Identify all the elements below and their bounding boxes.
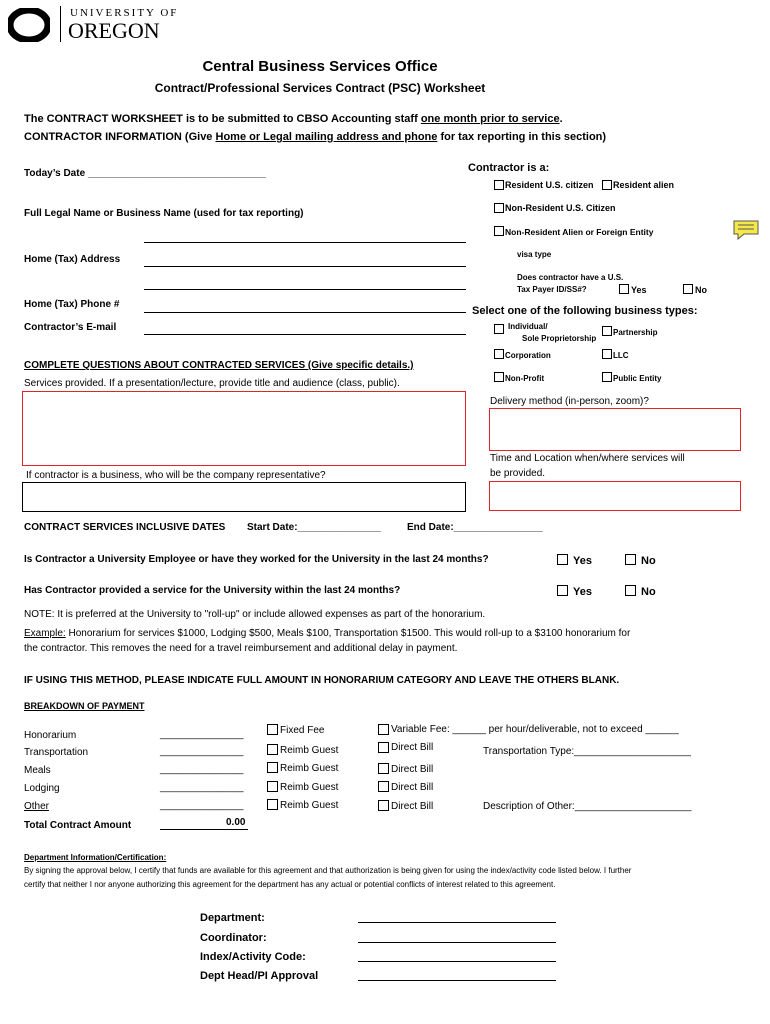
partnership-checkbox[interactable]	[602, 326, 612, 336]
resident-alien-label: Resident alien	[613, 180, 675, 190]
index-activity-line[interactable]	[358, 961, 556, 962]
end-date-field[interactable]: End Date:________________	[407, 522, 543, 533]
total-amount-line	[160, 829, 248, 830]
certification-text-1: By signing the approval below, I certify that funds are available for this agreement and that authorization is being given for using the index/activity code listed below. I further	[24, 866, 632, 875]
oregon-o-logo	[8, 8, 50, 42]
resident-us-label: Resident U.S. citizen	[505, 180, 594, 190]
employee-no-label: No	[641, 555, 656, 567]
delivery-method-label: Delivery method (in-person, zoom)?	[490, 396, 649, 407]
payment-heading: BREAKDOWN OF PAYMENT	[24, 701, 145, 711]
transportation-type-field[interactable]: Transportation Type:_____________________	[483, 746, 691, 757]
time-location-label-1: Time and Location when/where services will	[490, 453, 685, 464]
email-label: Contractor’s E-mail	[24, 322, 117, 333]
page-title: Central Business Services Office	[202, 58, 438, 75]
tax-id-no-label: No	[695, 285, 707, 295]
prior-service-no-checkbox[interactable]	[625, 585, 636, 596]
home-address-line-2[interactable]	[144, 289, 466, 290]
nonprofit-checkbox[interactable]	[494, 372, 504, 382]
transportation-direct-label: Direct Bill	[391, 742, 434, 753]
todays-date-field[interactable]: Today’s Date ________________________________	[24, 168, 266, 179]
nonresident-alien-label: Non-Resident Alien or Foreign Entity	[505, 227, 654, 237]
other-amount[interactable]: _______________	[160, 800, 244, 811]
dept-head-approval-label: Dept Head/PI Approval	[200, 970, 319, 982]
corporation-checkbox[interactable]	[494, 349, 504, 359]
tax-id-question-1: Does contractor have a U.S.	[517, 273, 624, 282]
tax-id-yes-label: Yes	[631, 285, 647, 295]
department-label: Department:	[200, 912, 265, 924]
home-phone-label: Home (Tax) Phone #	[24, 299, 120, 310]
llc-checkbox[interactable]	[602, 349, 612, 359]
total-amount-value[interactable]: 0.00	[226, 817, 246, 828]
meals-reimb-checkbox[interactable]	[267, 762, 278, 773]
example-line-2: the contractor. This removes the need for a travel reimbursement and additional delay in payment.	[24, 643, 458, 654]
meals-amount[interactable]: _______________	[160, 764, 244, 775]
fixed-fee-checkbox[interactable]	[267, 724, 278, 735]
partnership-label: Partnership	[613, 328, 658, 337]
llc-label: LLC	[613, 351, 629, 360]
transportation-amount[interactable]: _______________	[160, 746, 244, 757]
resident-us-checkbox[interactable]	[494, 180, 504, 190]
nonresident-alien-checkbox[interactable]	[494, 226, 504, 236]
resident-alien-checkbox[interactable]	[602, 180, 612, 190]
prior-service-no-label: No	[641, 586, 656, 598]
other-description-field[interactable]: Description of Other:_____________________	[483, 801, 692, 812]
nonresident-us-label: Non-Resident U.S. Citizen	[505, 203, 616, 213]
nonprofit-label: Non-Profit	[505, 374, 545, 383]
honorarium-label: Honorarium	[24, 730, 77, 741]
lodging-reimb-checkbox[interactable]	[267, 781, 278, 792]
email-line[interactable]	[144, 334, 466, 335]
department-line[interactable]	[358, 922, 556, 923]
logo-university-of: UNIVERSITY OF	[70, 7, 179, 19]
other-direct-checkbox[interactable]	[378, 800, 389, 811]
index-activity-label: Index/Activity Code:	[200, 951, 306, 963]
coordinator-label: Coordinator:	[200, 932, 267, 944]
time-location-label-2: be provided.	[490, 468, 546, 479]
full-name-label: Full Legal Name or Business Name (used for tax reporting)	[24, 208, 304, 219]
transportation-reimb-checkbox[interactable]	[267, 744, 278, 755]
page-subtitle: Contract/Professional Services Contract (PSC) Worksheet	[154, 81, 486, 95]
other-label: Other	[24, 801, 50, 812]
prior-service-question: Has Contractor provided a service for the University within the last 24 months?	[24, 585, 401, 596]
meals-direct-label: Direct Bill	[391, 764, 434, 775]
services-provided-label: Services provided. If a presentation/lecture, provide title and audience (class, public).	[24, 378, 400, 389]
intro-line2: CONTRACTOR INFORMATION (Give Home or Legal mailing address and phone for tax reporting in this section)	[24, 131, 607, 143]
visa-type-label: visa type	[517, 250, 552, 259]
home-address-line-1[interactable]	[144, 266, 466, 267]
certification-text-2: certify that neither I nor anyone authorizing this agreement for the department has any actual or potential conflicts of interest related to this agreement.	[24, 880, 556, 889]
meals-direct-checkbox[interactable]	[378, 763, 389, 774]
honorarium-amount[interactable]: _______________	[160, 729, 244, 740]
example-line-1: Example: Honorarium for services $1000, Lodging $500, Meals $100, Transportation $1500. This would roll-up to a $3100 honorarium for	[24, 628, 631, 639]
meals-reimb-label: Reimb Guest	[280, 763, 339, 774]
lodging-direct-label: Direct Bill	[391, 782, 434, 793]
tax-id-question-2: Tax Payer ID/SS#?	[517, 285, 587, 294]
transportation-reimb-label: Reimb Guest	[280, 745, 339, 756]
rollup-note: NOTE: It is preferred at the University to "roll-up" or include allowed expenses as part of the honorarium.	[24, 609, 486, 620]
method-instruction: IF USING THIS METHOD, PLEASE INDICATE FULL AMOUNT IN HONORARIUM CATEGORY AND LEAVE THE OTHERS BLANK.	[24, 675, 620, 686]
variable-fee-checkbox[interactable]	[378, 724, 389, 735]
employee-no-checkbox[interactable]	[625, 554, 636, 565]
tax-id-no-checkbox[interactable]	[683, 284, 693, 294]
home-phone-line[interactable]	[144, 312, 466, 313]
certification-heading: Department Information/Certification:	[24, 853, 167, 862]
contractor-is-heading: Contractor is a:	[468, 162, 550, 174]
employee-question: Is Contractor a University Employee or have they worked for the University in the last 24 months?	[24, 554, 489, 565]
individual-checkbox[interactable]	[494, 324, 504, 334]
lodging-amount[interactable]: _______________	[160, 782, 244, 793]
transportation-label: Transportation	[24, 747, 89, 758]
lodging-label: Lodging	[24, 783, 60, 794]
services-provided-input[interactable]	[22, 391, 466, 466]
lodging-reimb-label: Reimb Guest	[280, 782, 339, 793]
fixed-fee-label: Fixed Fee	[280, 725, 325, 736]
start-date-field[interactable]: Start Date:_______________	[247, 522, 381, 533]
variable-fee-label[interactable]: Variable Fee: ______ per hour/deliverable, not to exceed ______	[391, 724, 679, 735]
logo-oregon: OREGON	[68, 18, 160, 43]
individual-label-2: Sole Proprietorship	[522, 334, 597, 343]
coordinator-line[interactable]	[358, 942, 556, 943]
individual-label-1: Individual/	[508, 322, 548, 331]
business-types-heading: Select one of the following business types:	[472, 305, 698, 317]
meals-label: Meals	[24, 765, 51, 776]
prior-service-yes-label: Yes	[573, 586, 592, 598]
corporation-label: Corporation	[505, 351, 551, 360]
transportation-direct-checkbox[interactable]	[378, 742, 389, 753]
other-reimb-label: Reimb Guest	[280, 800, 339, 811]
company-rep-label: If contractor is a business, who will be the company representative?	[26, 470, 326, 481]
lodging-direct-checkbox[interactable]	[378, 781, 389, 792]
services-heading: COMPLETE QUESTIONS ABOUT CONTRACTED SERVICES (Give specific details.)	[24, 360, 414, 371]
logo-divider	[60, 6, 61, 42]
comment-note-icon[interactable]	[732, 219, 760, 241]
company-rep-input[interactable]	[22, 482, 466, 512]
prior-service-yes-checkbox[interactable]	[557, 585, 568, 596]
intro-line1: The CONTRACT WORKSHEET is to be submitted to CBSO Accounting staff one month prior to service.	[24, 113, 563, 125]
inclusive-dates-label: CONTRACT SERVICES INCLUSIVE DATES	[24, 522, 226, 533]
full-name-line[interactable]	[144, 242, 466, 243]
nonresident-us-checkbox[interactable]	[494, 203, 504, 213]
other-reimb-checkbox[interactable]	[267, 799, 278, 810]
employee-yes-checkbox[interactable]	[557, 554, 568, 565]
total-amount-label: Total Contract Amount	[24, 820, 132, 831]
dept-head-approval-line[interactable]	[358, 980, 556, 981]
home-address-label: Home (Tax) Address	[24, 254, 121, 265]
tax-id-yes-checkbox[interactable]	[619, 284, 629, 294]
public-entity-label: Public Entity	[613, 374, 662, 383]
time-location-input[interactable]	[489, 481, 741, 511]
delivery-method-input[interactable]	[489, 408, 741, 451]
public-entity-checkbox[interactable]	[602, 372, 612, 382]
other-direct-label: Direct Bill	[391, 801, 434, 812]
employee-yes-label: Yes	[573, 555, 592, 567]
